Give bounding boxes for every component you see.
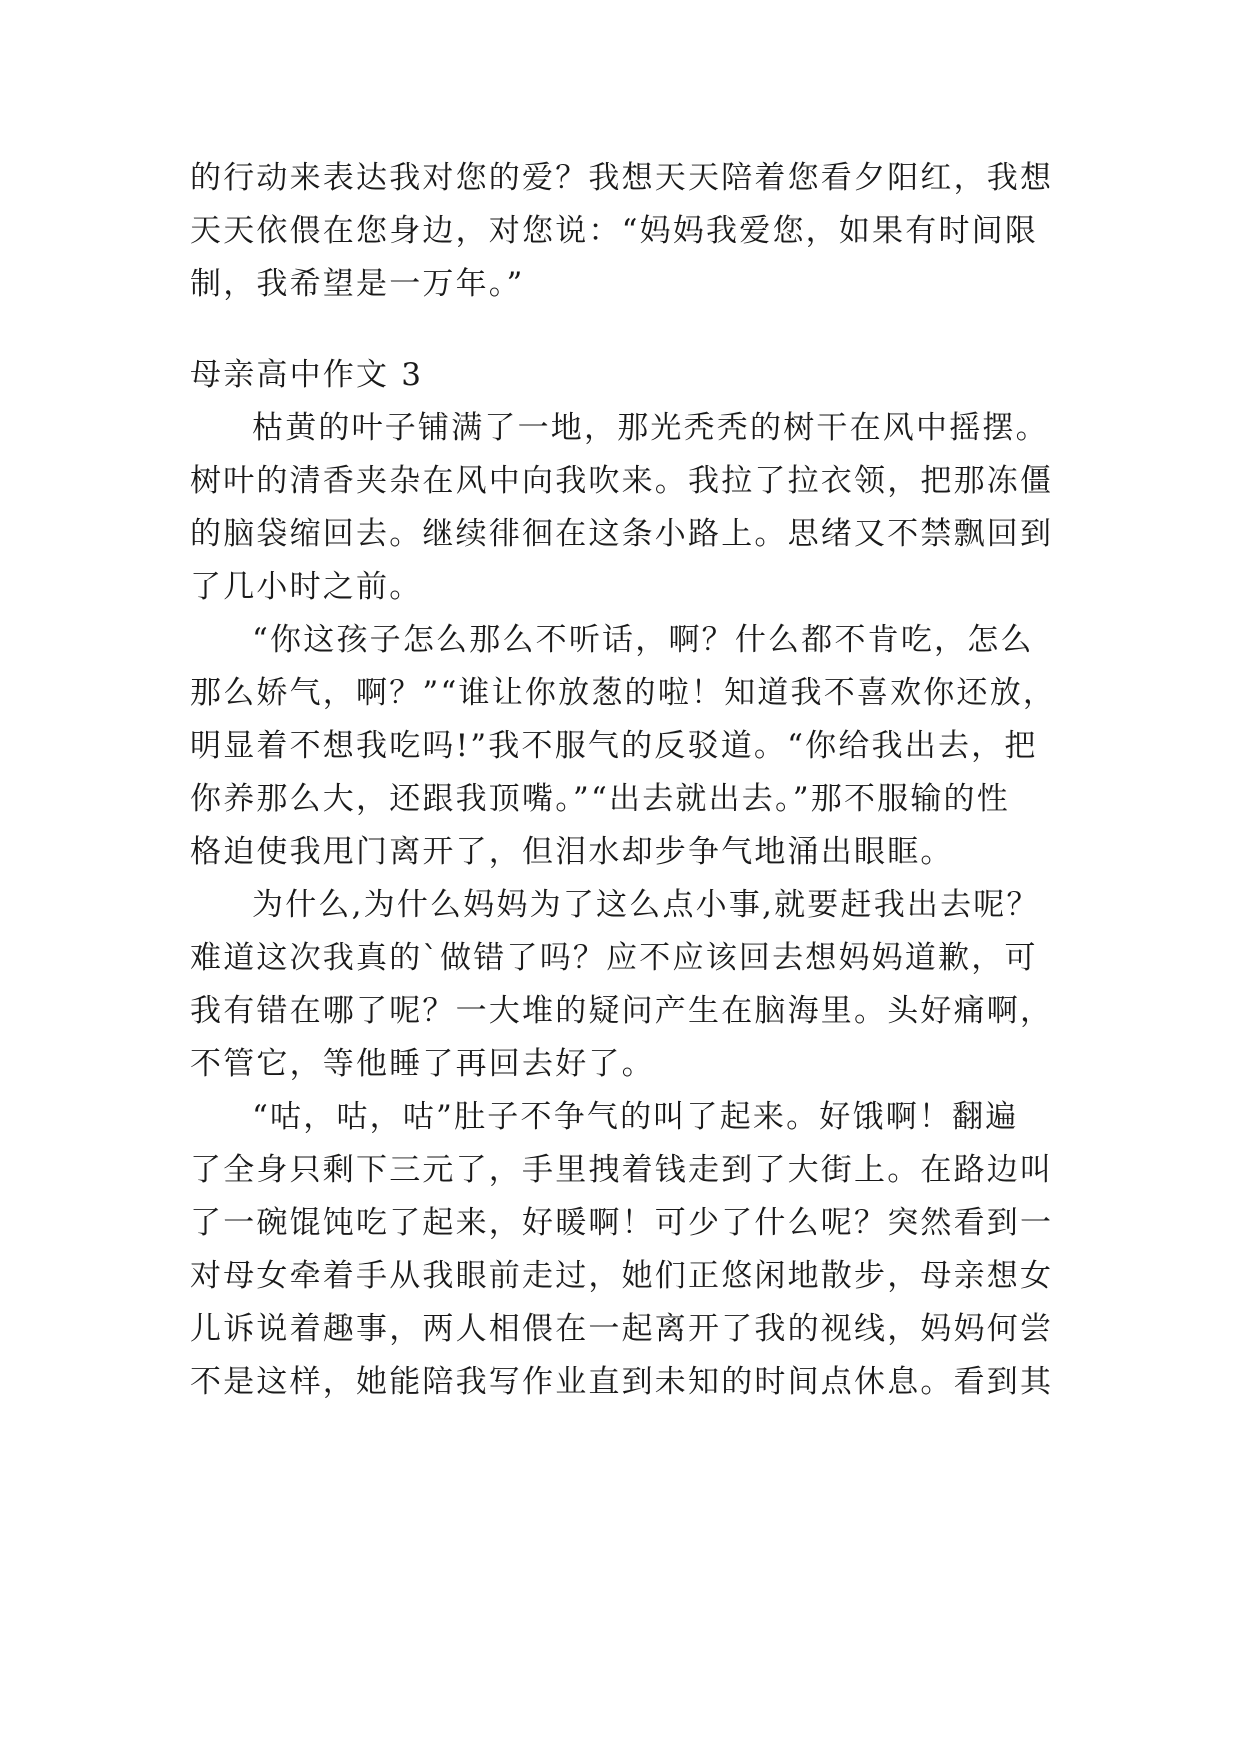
paragraph-line: 你养那么大，还跟我顶嘴。”“出去就出去。”那不服输的性 (190, 781, 1010, 817)
paragraph-line: 了全身只剩下三元了，手里拽着钱走到了大街上。在路边叫 (190, 1152, 1054, 1188)
paragraph-line: 了一碗馄饨吃了起来，好暖啊！可少了什么呢？突然看到一 (190, 1205, 1054, 1241)
paragraph-line: 不是这样，她能陪我写作业直到未知的时间点休息。看到其 (190, 1364, 1054, 1400)
paragraph-line: “咕，咕，咕”肚子不争气的叫了起来。好饿啊！翻遍 (252, 1099, 1019, 1135)
paragraph-line: 我有错在哪了呢？一大堆的疑问产生在脑海里。头好痛啊， (190, 993, 1054, 1029)
text-line: 的行动来表达我对您的爱？我想天天陪着您看夕阳红，我想 (190, 160, 1054, 196)
paragraph-line: 了几小时之前。 (190, 569, 423, 605)
text-line: 制，我希望是一万年。” (190, 266, 525, 302)
paragraph-line: 树叶的清香夹杂在风中向我吹来。我拉了拉衣领，把那冻僵 (190, 463, 1054, 499)
paragraph-line: “你这孩子怎么那么不听话，啊？什么都不肯吃，怎么 (252, 622, 1034, 658)
paragraph-line: 枯黄的叶子铺满了一地，那光秃秃的树干在风中摇摆。 (252, 410, 1049, 446)
paragraph-line: 儿诉说着趣事，两人相偎在一起离开了我的视线，妈妈何尝 (190, 1311, 1054, 1347)
paragraph-line: 明显着不想我吃吗!”我不服气的反驳道。“你给我出去，把 (190, 728, 1038, 764)
paragraph-line: 的脑袋缩回去。继续徘徊在这条小路上。思绪又不禁飘回到 (190, 516, 1054, 552)
paragraph-line: 为什么,为什么妈妈为了这么点小事,就要赶我出去呢？ (252, 887, 1040, 923)
section-title: 母亲高中作文 3 (190, 357, 424, 393)
paragraph-line: 难道这次我真的`做错了吗？应不应该回去想妈妈道歉，可 (190, 940, 1038, 976)
paragraph-line: 那么娇气，啊？”“谁让你放葱的啦！知道我不喜欢你还放， (190, 675, 1057, 711)
paragraph-line: 不管它，等他睡了再回去好了。 (190, 1046, 655, 1082)
paragraph-line: 对母女牵着手从我眼前走过，她们正悠闲地散步，母亲想女 (190, 1258, 1054, 1294)
paragraph-line: 格迫使我甩门离开了，但泪水却步争气地涌出眼眶。 (190, 834, 954, 870)
text-line: 天天依偎在您身边，对您说：“妈妈我爱您，如果有时间限 (190, 213, 1039, 249)
